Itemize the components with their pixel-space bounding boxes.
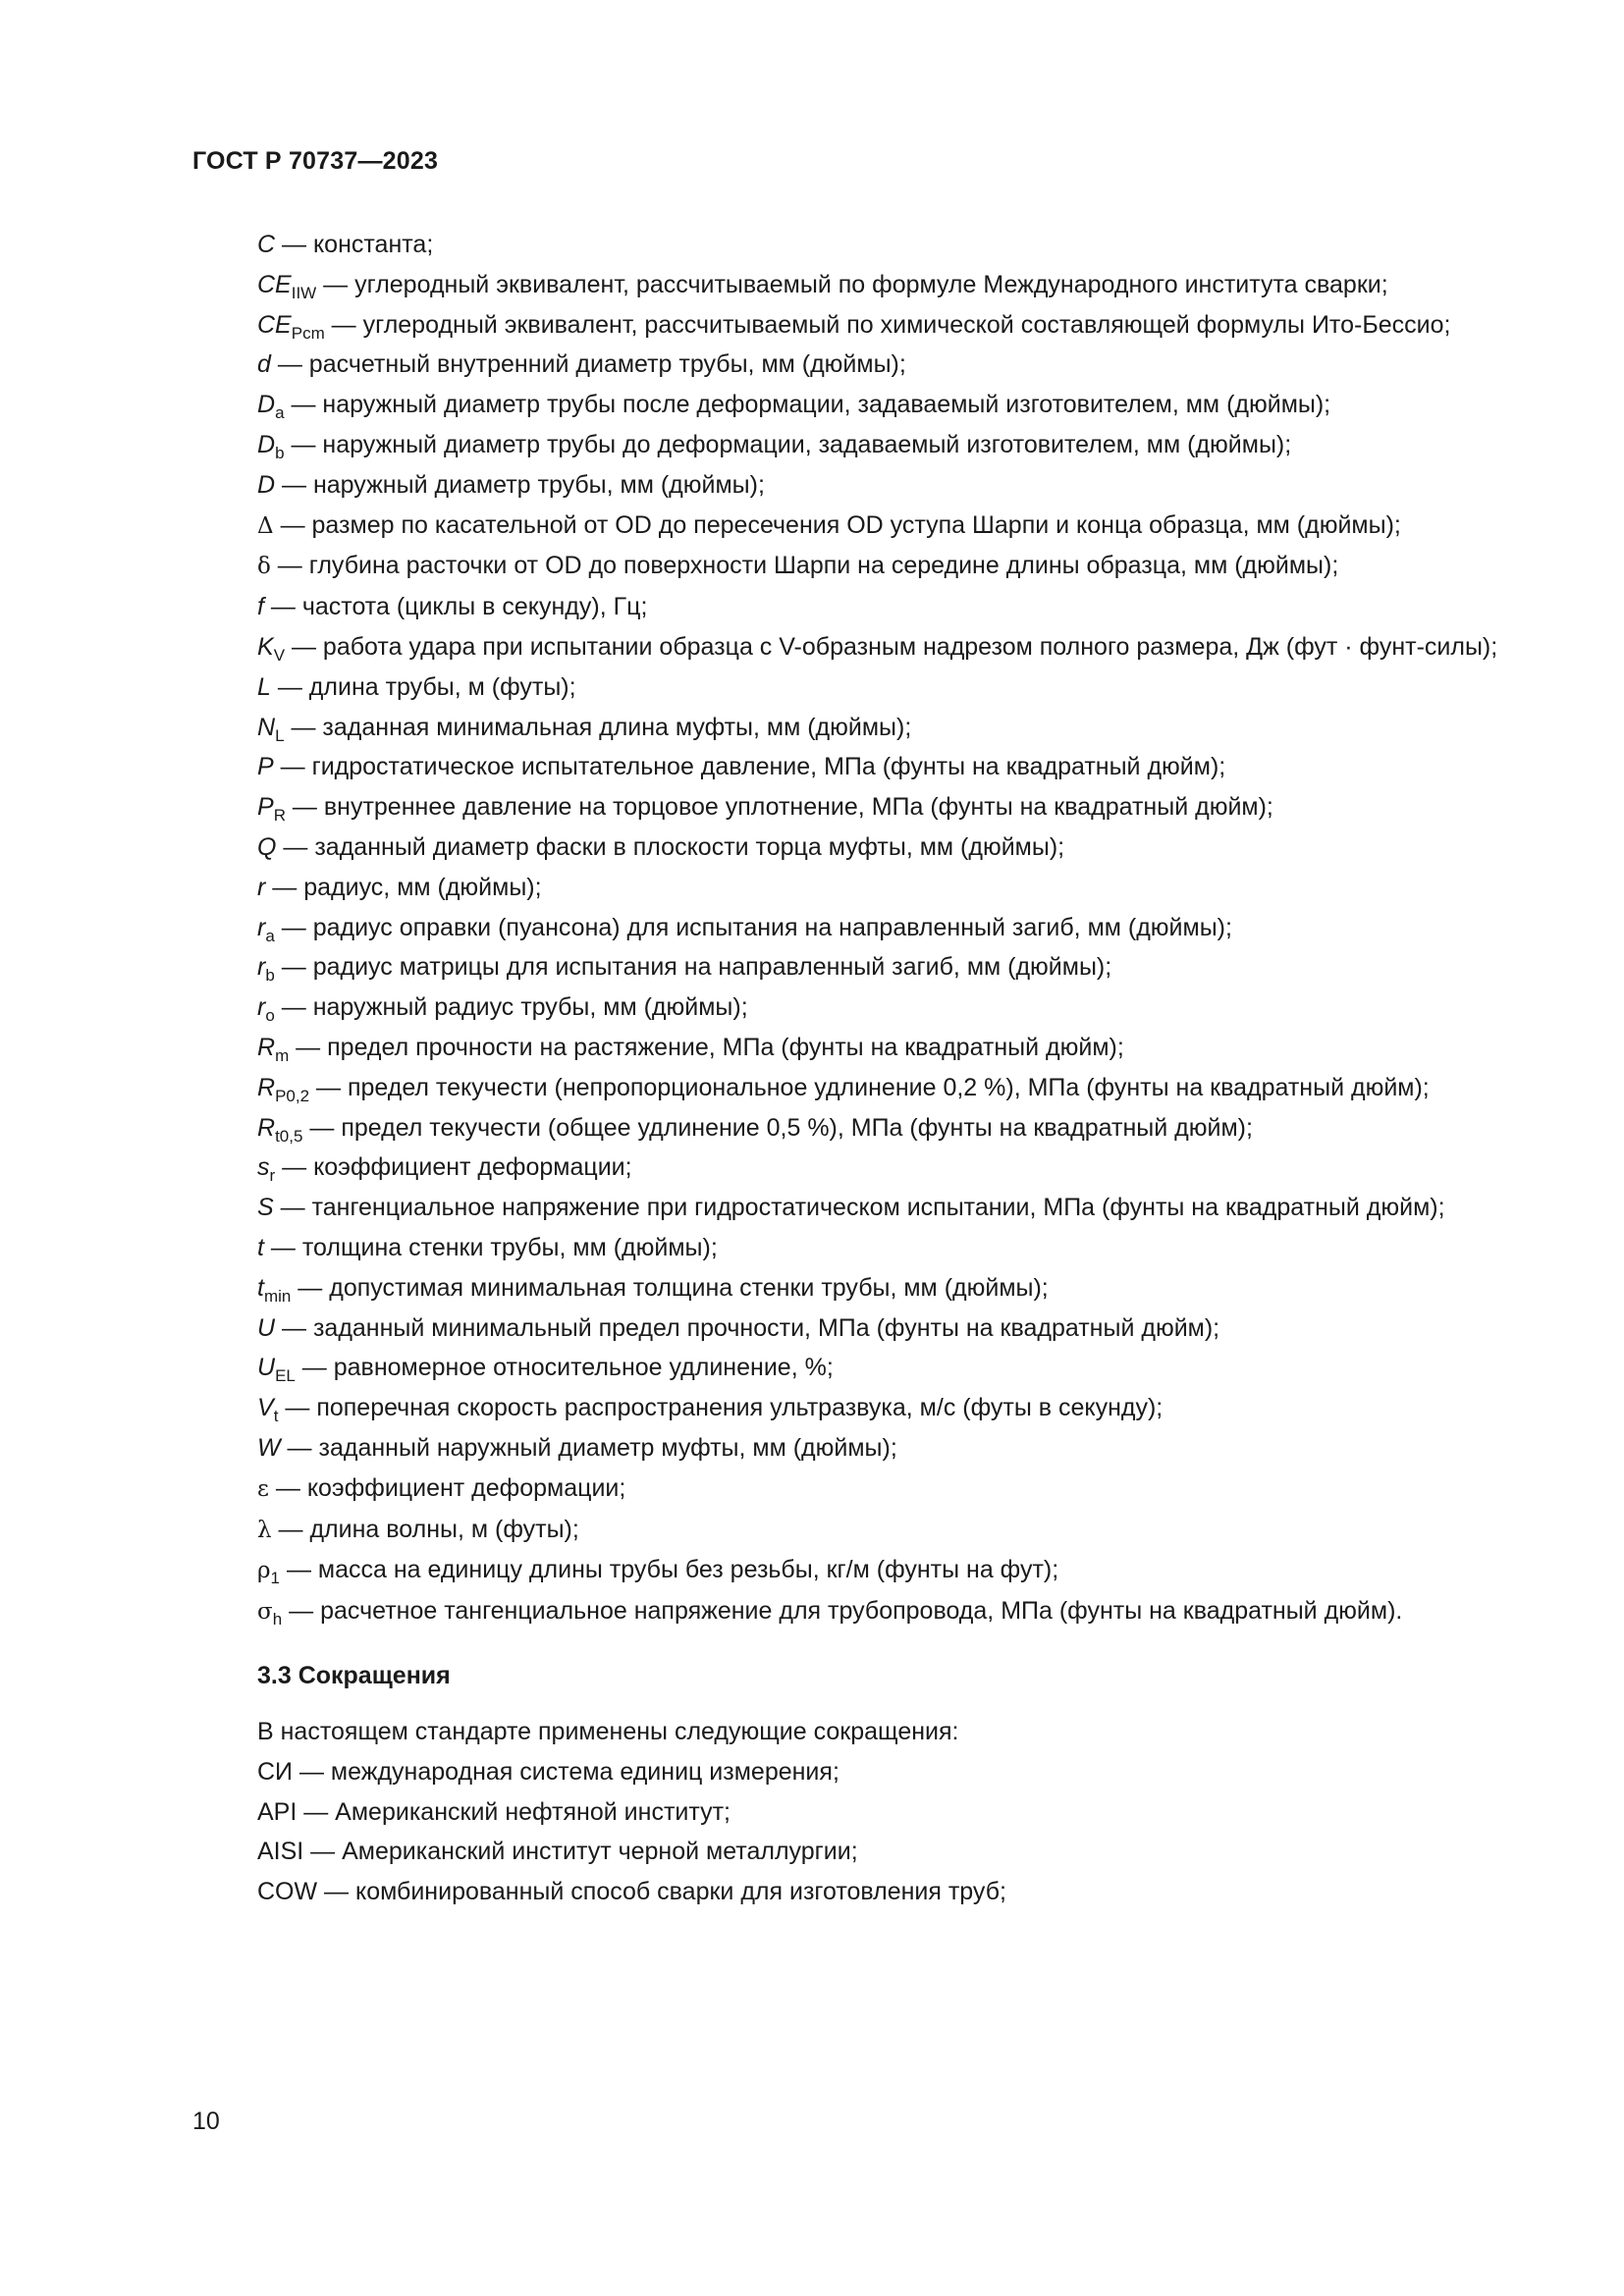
- symbol-description: — наружный диаметр трубы, мм (дюймы);: [275, 470, 765, 499]
- symbol-description: — наружный радиус трубы, мм (дюймы);: [274, 993, 748, 1022]
- symbol-definition: [192, 750, 1514, 784]
- symbol-definition: [192, 1351, 1514, 1385]
- symbol-name: f: [257, 593, 264, 621]
- symbol-definition: [192, 347, 1514, 382]
- document-body: [192, 228, 1514, 1915]
- symbol-description: — радиус оправки (пуансона) для испытания на направленный загиб, мм (дюймы);: [274, 913, 1232, 941]
- symbol-subscript: IIW: [291, 283, 317, 302]
- symbol-name: S: [257, 1194, 274, 1222]
- symbol-definition: [192, 711, 1514, 745]
- symbol-name: δ: [257, 554, 271, 580]
- symbol-subscript: b: [275, 443, 285, 462]
- symbol-definition: [192, 1150, 1514, 1185]
- symbol-definition: [192, 1553, 1514, 1588]
- symbol-definition: [192, 1271, 1514, 1306]
- symbol-name: λ: [257, 1517, 272, 1543]
- symbol-name: V: [257, 1394, 274, 1422]
- symbol-name: D: [257, 430, 276, 458]
- symbol-description: — поперечная скорость распространения ультразвука, м/с (футы в секунду);: [278, 1394, 1164, 1422]
- symbol-definition: [192, 468, 1514, 503]
- symbol-name: P: [257, 793, 274, 822]
- abbreviation-item: COW — комбинированный способ сварки для изготовления труб;: [257, 1878, 1006, 1906]
- abbreviations-intro: В настоящем стандарте применены следующие сокращения:: [257, 1718, 959, 1746]
- symbol-definition: [192, 670, 1514, 705]
- symbol-name: ρ: [257, 1558, 271, 1584]
- symbol-definition: [192, 1431, 1514, 1466]
- symbol-name: L: [257, 672, 271, 701]
- symbol-subscript: m: [275, 1045, 290, 1065]
- symbol-description: — углеродный эквивалент, рассчитываемый по формуле Международного института сварки;: [316, 270, 1388, 298]
- symbol-name: r: [257, 953, 266, 982]
- symbol-description: — расчетное тангенциальное напряжение для трубопровода, МПа (фунты на квадратный дюйм).: [282, 1597, 1403, 1626]
- symbol-subscript: EL: [275, 1366, 296, 1386]
- symbol-definition: [192, 1231, 1514, 1265]
- symbol-description: — работа удара при испытании образца с V-образным надрезом полного размера, Дж (фут · фунт-силы);: [285, 632, 1498, 661]
- symbol-definition: [192, 1391, 1514, 1425]
- symbol-name: U: [257, 1354, 276, 1382]
- symbol-subscript: a: [275, 403, 285, 423]
- abbreviation-item: API — Американский нефтяной институт;: [257, 1797, 731, 1826]
- symbol-description: — коэффициент деформации;: [275, 1153, 632, 1182]
- symbol-definition: [192, 830, 1514, 865]
- symbol-subscript: min: [263, 1286, 292, 1306]
- symbol-name: P: [257, 753, 274, 781]
- symbol-definition: [192, 508, 1514, 544]
- symbol-definition: [192, 871, 1514, 905]
- section-title: 3.3 Сокращения: [257, 1662, 451, 1690]
- symbol-description: — константа;: [275, 231, 434, 258]
- symbol-description: — предел текучести (непропорциональное удлинение 0,2 %), МПа (фунты на квадратный дюйм);: [309, 1073, 1430, 1101]
- symbol-name: s: [257, 1153, 270, 1182]
- symbol-definition: [192, 1513, 1514, 1548]
- symbol-name: C: [257, 231, 276, 258]
- symbol-description: — заданный минимальный предел прочности, МПа (фунты на квадратный дюйм);: [275, 1313, 1220, 1342]
- symbol-subscript: o: [265, 1006, 275, 1026]
- symbol-definition: [192, 388, 1514, 422]
- symbol-description: — частота (циклы в секунду), Гц;: [263, 593, 648, 621]
- symbol-definition: [192, 1471, 1514, 1507]
- symbol-description: — заданный диаметр фаски в плоскости торца муфты, мм (дюймы);: [276, 832, 1065, 861]
- symbol-description: — равномерное относительное удлинение, %;: [295, 1354, 834, 1382]
- symbol-definition: [192, 268, 1514, 302]
- symbol-name: r: [257, 913, 266, 941]
- symbol-definition: [192, 911, 1514, 945]
- symbol-name: U: [257, 1313, 276, 1342]
- symbol-subscript: R: [273, 806, 286, 826]
- symbol-name: CE: [257, 270, 292, 298]
- symbol-description: — предел текучести (общее удлинение 0,5 %), МПа (фунты на квадратный дюйм);: [302, 1113, 1253, 1142]
- symbol-name: r: [257, 993, 266, 1022]
- symbol-name: d: [257, 350, 271, 379]
- symbol-description: — наружный диаметр трубы до деформации, задаваемый изготовителем, мм (дюймы);: [284, 430, 1292, 458]
- abbreviations-list: [192, 1715, 1514, 1909]
- symbol-definition: [192, 1311, 1514, 1346]
- symbol-subscript: a: [265, 926, 275, 945]
- abbreviation-item: СИ — международная система единиц измерения;: [257, 1757, 839, 1786]
- symbol-description: — масса на единицу длины трубы без резьбы, кг/м (фунты на фут);: [280, 1556, 1059, 1584]
- symbol-definition: [192, 1111, 1514, 1146]
- symbol-name: t: [257, 1233, 264, 1261]
- symbol-name: Q: [257, 832, 277, 861]
- symbol-definition: [192, 428, 1514, 462]
- symbol-definition: [192, 950, 1514, 985]
- symbol-subscript: Pcm: [291, 323, 325, 343]
- symbol-description: — наружный диаметр трубы после деформации, задаваемый изготовителем, мм (дюймы);: [284, 391, 1331, 419]
- symbol-name: D: [257, 391, 276, 419]
- symbol-definition: [192, 1031, 1514, 1065]
- symbol-name: CE: [257, 310, 292, 339]
- symbol-name: N: [257, 713, 276, 741]
- symbol-subscript: V: [273, 645, 286, 665]
- document-header: ГОСТ Р 70737—2023: [192, 147, 439, 175]
- page-number: 10: [192, 2108, 220, 2135]
- symbol-subscript: b: [265, 966, 275, 986]
- symbol-description: — заданная минимальная длина муфты, мм (дюймы);: [284, 713, 912, 741]
- symbol-description: — расчетный внутренний диаметр трубы, мм (дюймы);: [270, 350, 906, 379]
- symbol-name: D: [257, 470, 276, 499]
- symbol-subscript: L: [275, 725, 285, 745]
- symbol-description: — радиус, мм (дюймы);: [265, 873, 542, 901]
- symbol-definition: [192, 990, 1514, 1025]
- symbol-description: — толщина стенки трубы, мм (дюймы);: [263, 1233, 718, 1261]
- symbol-description: — гидростатическое испытательное давление, МПа (фунты на квадратный дюйм);: [273, 753, 1226, 781]
- symbol-definition: [192, 1594, 1514, 1629]
- symbol-subscript: t0,5: [275, 1126, 303, 1146]
- symbol-description: — тангенциальное напряжение при гидростатическом испытании, МПа (фунты на квадратный дюйм);: [273, 1194, 1445, 1222]
- symbol-name: Δ: [257, 512, 274, 539]
- symbol-definition: [192, 790, 1514, 825]
- abbreviation-item: AISI — Американский институт черной металлургии;: [257, 1838, 858, 1866]
- symbol-name: σ: [257, 1599, 273, 1626]
- symbol-description: — радиус матрицы для испытания на направленный загиб, мм (дюймы);: [274, 953, 1112, 982]
- symbol-description: — заданный наружный диаметр муфты, мм (дюймы);: [280, 1433, 897, 1462]
- symbol-subscript: 1: [270, 1569, 280, 1588]
- symbol-description: — допустимая минимальная толщина стенки трубы, мм (дюймы);: [291, 1273, 1049, 1302]
- symbol-description: — длина трубы, м (футы);: [270, 672, 576, 701]
- symbol-definition: [192, 630, 1514, 665]
- symbol-description: — внутреннее давление на торцовое уплотнение, МПа (фунты на квадратный дюйм);: [285, 793, 1273, 822]
- symbol-description: — коэффициент деформации;: [268, 1473, 626, 1502]
- symbol-definition: [192, 549, 1514, 584]
- symbol-subscript: h: [272, 1610, 283, 1629]
- symbol-description: — длина волны, м (футы);: [271, 1515, 579, 1543]
- symbol-definition: [192, 1071, 1514, 1105]
- symbols-list: [192, 228, 1514, 1629]
- symbol-subscript: r: [269, 1166, 276, 1186]
- symbol-name: W: [257, 1433, 281, 1462]
- symbol-subscript: P0,2: [275, 1086, 310, 1105]
- symbol-name: R: [257, 1033, 276, 1061]
- symbol-description: — предел прочности на растяжение, МПа (фунты на квадратный дюйм);: [289, 1033, 1124, 1061]
- symbol-description: — углеродный эквивалент, рассчитываемый по химической составляющей формулы Ито-Бессио;: [324, 310, 1451, 339]
- symbol-name: r: [257, 873, 266, 901]
- symbol-name: R: [257, 1113, 276, 1142]
- symbol-description: — глубина расточки от OD до поверхности Шарпи на середине длины образца, мм (дюймы);: [270, 552, 1339, 580]
- symbol-subscript: t: [273, 1407, 279, 1426]
- symbol-name: ε: [257, 1475, 269, 1502]
- symbol-name: t: [257, 1273, 264, 1302]
- symbol-definition: [192, 228, 1514, 262]
- symbol-name: K: [257, 632, 274, 661]
- symbol-definition: [192, 308, 1514, 343]
- symbol-description: — размер по касательной от OD до пересечения OD уступа Шарпи и конца образца, мм (дюймы);: [273, 510, 1401, 539]
- symbol-definition: [192, 1191, 1514, 1225]
- symbol-name: R: [257, 1073, 276, 1101]
- symbol-definition: [192, 590, 1514, 624]
